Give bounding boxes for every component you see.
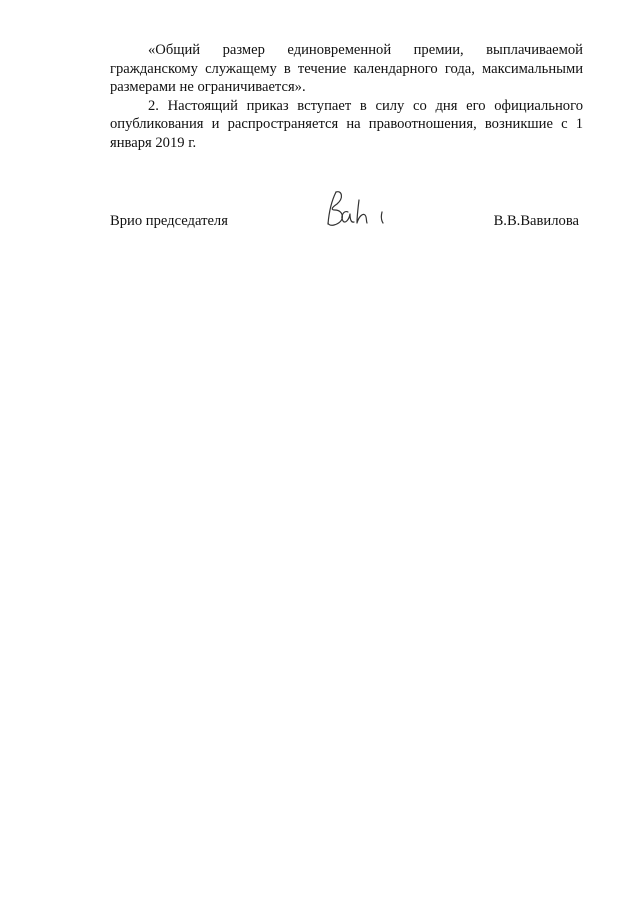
- paragraph-premium-size: «Общий размер единовременной премии, выплачиваемой гражданскому служащему в течение календарного года, максимальными размерами не ограничивается».: [110, 42, 583, 96]
- signatory-name: В.В.Вавилова: [493, 213, 579, 229]
- paragraph-order-effective: 2. Настоящий приказ вступает в силу со дня его официального опубликования и распространяется на правоотношения, возникшие с 1 января 2019 г.: [110, 97, 583, 151]
- handwritten-signature-icon: [322, 186, 394, 232]
- signatory-role: Врио председателя: [110, 213, 228, 229]
- document-body: [110, 41, 583, 153]
